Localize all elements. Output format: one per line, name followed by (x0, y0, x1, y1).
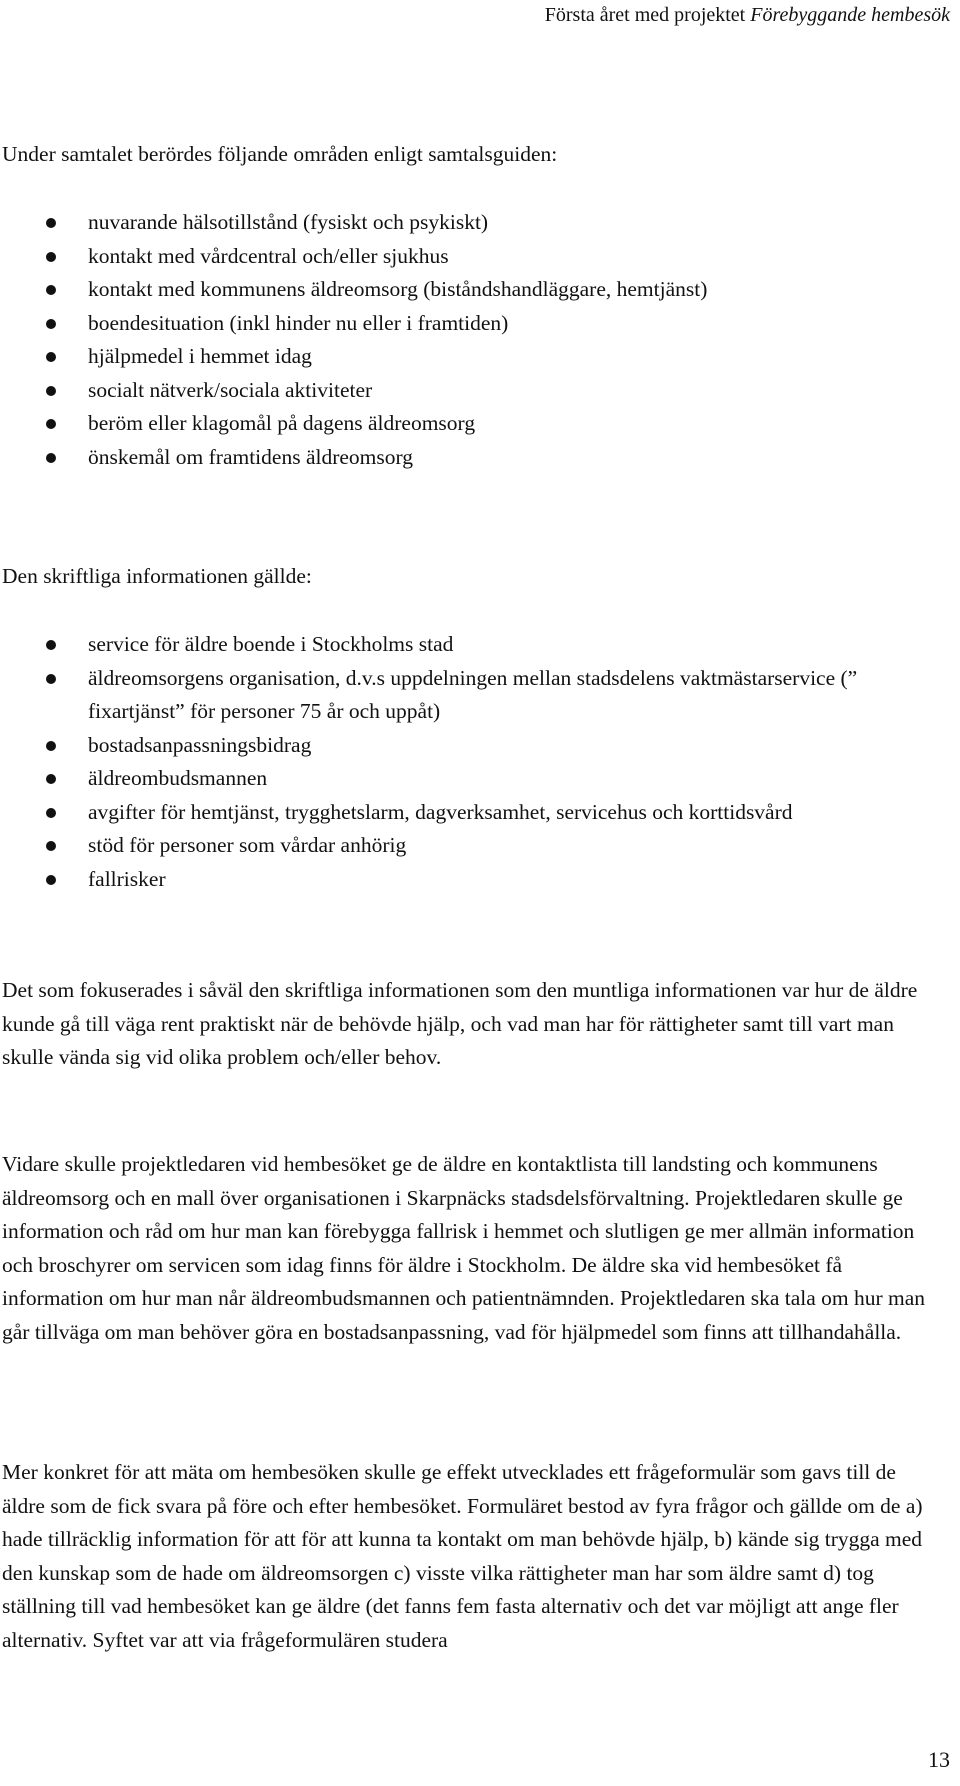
list-item: önskemål om framtidens äldreomsorg (2, 441, 932, 475)
list-item: fallrisker (2, 863, 932, 897)
list-item: stöd för personer som vårdar anhörig (2, 829, 932, 863)
list-item: hjälpmedel i hemmet idag (2, 340, 932, 374)
header-project-name: Förebyggande hembesök (750, 4, 950, 26)
list-item: kontakt med kommunens äldreomsorg (biståndshandläggare, hemtjänst) (2, 273, 932, 307)
list-item: socialt nätverk/sociala aktiviteter (2, 374, 932, 408)
body-paragraph: Vidare skulle projektledaren vid hembesöket ge de äldre en kontaktlista till landsting och kommunens äldreomsorg och en mall över organisationen i Skarpnäcks stadsdelsförvaltning. Projektledaren skulle ge information och råd om hur man kan förebygga fallrisk i hemmet och slutligen ge mer allmän information och broschyrer om servicen som idag finns för äldre i Stockholm. De äldre ska vid hembesöket få information om hur man når äldreombudsmannen och patientnämnden. Projektledaren ska tala om hur man går tillväga om man behöver göra en bostadsanpassning, vad för hjälpmedel som finns att tillhandahålla. (2, 1152, 926, 1344)
list-item: äldreombudsmannen (2, 762, 932, 796)
list-item: bostadsanpassningsbidrag (2, 729, 932, 763)
list-item: nuvarande hälsotillstånd (fysiskt och psykiskt) (2, 206, 932, 240)
body-paragraph: Mer konkret för att mäta om hembesöken skulle ge effekt utvecklades ett frågeformulär som gavs till de äldre som de fick svara på före och efter hembesöket. Formuläret bestod av fyra frågor och gällde om de a) hade tillräcklig information för att för att kunna ta kontakt om man behövde hjälp, b) kände sig trygga med den kunskap som de hade om äldreomsorgen c) visste vilka rättigheter man har som äldre samt d) tog ställning till vad hembesöket kan ge äldre (det fanns fem fasta alternativ och det var möjligt att ange fler alternativ. Syftet var att via frågeformulären studera (2, 1460, 923, 1652)
list-item: äldreomsorgens organisation, d.v.s uppdelningen mellan stadsdelens vaktmästarservice (” fixartjänst” för personer 75 år och uppåt) (2, 662, 932, 729)
body-paragraph: Det som fokuserades i såväl den skriftliga informationen som den muntliga informationen var hur de äldre kunde gå till väga rent praktiskt när de behövde hjälp, och vad man har för rättigheter samt till vart man skulle vända sig vid olika problem och/eller behov. (2, 978, 918, 1069)
conversation-topics-list (2, 206, 932, 474)
list-item: avgifter för hemtjänst, trygghetslarm, dagverksamhet, servicehus och korttidsvård (2, 796, 932, 830)
running-header (545, 4, 950, 27)
section2-intro: Den skriftliga informationen gällde: (2, 564, 312, 588)
list-item: kontakt med vårdcentral och/eller sjukhus (2, 240, 932, 274)
section1-intro: Under samtalet berördes följande områden enligt samtalsguiden: (2, 142, 558, 166)
list-item: service för äldre boende i Stockholms stad (2, 628, 932, 662)
list-item: beröm eller klagomål på dagens äldreomsorg (2, 407, 932, 441)
list-item: boendesituation (inkl hinder nu eller i framtiden) (2, 307, 932, 341)
header-title: Första året med projektet (544, 4, 751, 26)
written-information-list (2, 628, 932, 896)
page-number: 13 (928, 1747, 950, 1772)
